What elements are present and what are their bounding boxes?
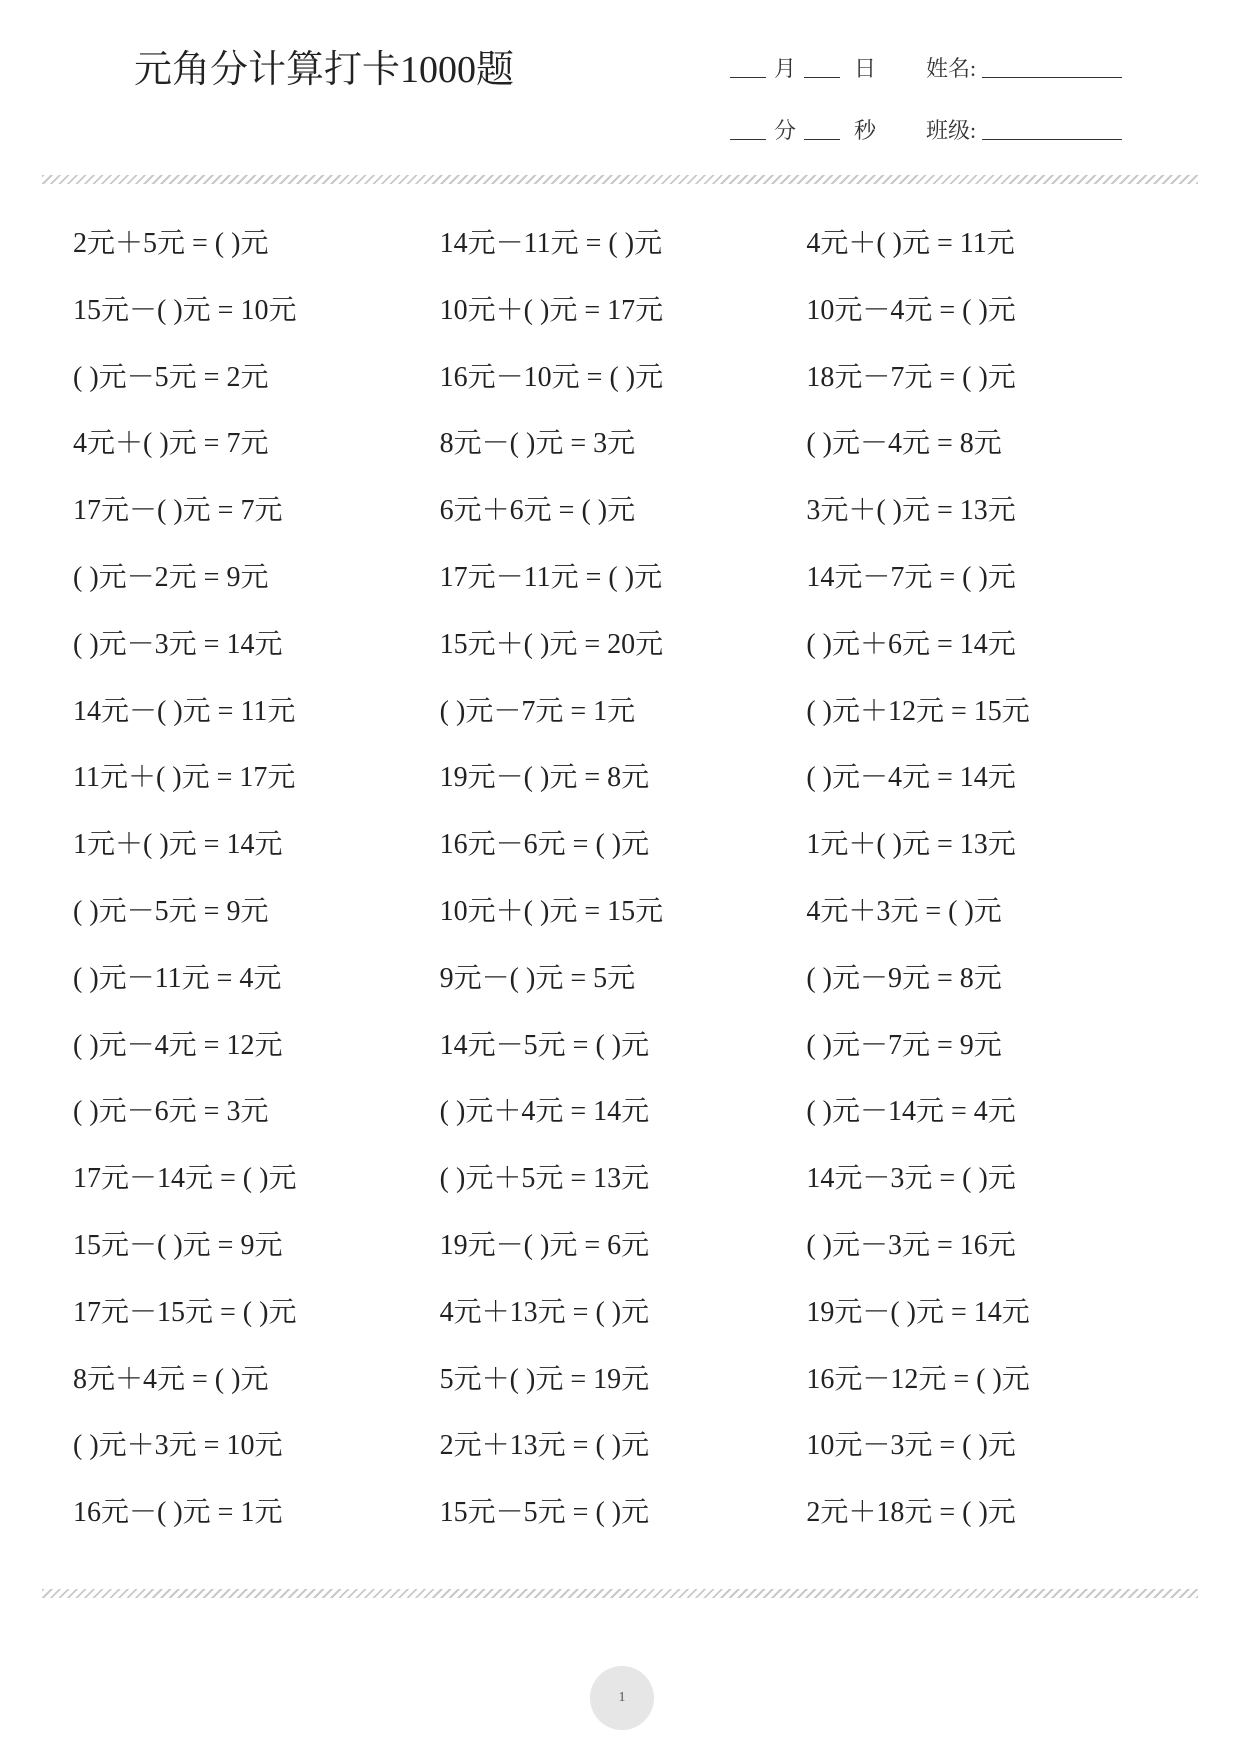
problem-row [73,831,1173,898]
time-field [730,114,876,145]
problem-item: 15元－( )元 = 9元 [73,1229,283,1261]
problem-item: 1元＋( )元 = 13元 [806,829,1016,861]
problem-row [73,1363,1173,1433]
problem-item: 10元－3元 = ( )元 [806,1430,1016,1462]
problem-item: ( )元－6元 = 3元 [73,1096,269,1128]
problem-row [73,294,1173,364]
problem-row [73,361,1173,431]
problem-item: 10元＋( )元 = 15元 [439,895,664,927]
name-blank[interactable] [982,57,1122,78]
problem-item: ( )元＋12元 = 15元 [806,695,1030,727]
name-label: 姓名: [926,56,977,81]
day-label: 日 [854,56,877,81]
problem-item: 17元－14元 = ( )元 [73,1163,297,1195]
problem-item: 1元＋( )元 = 14元 [73,829,283,861]
problem-item: 15元＋( )元 = 20元 [439,628,664,660]
problem-row [73,430,1173,497]
problem-item: 16元－6元 = ( )元 [439,829,650,861]
page-title: 元角分计算打卡1000题 [134,49,515,91]
problem-row [73,1296,1173,1366]
problem-item: 17元－11元 = ( )元 [439,561,663,593]
problem-item: 4元＋13元 = ( )元 [439,1296,650,1328]
problem-item: 8元－( )元 = 3元 [439,428,636,460]
date-field [730,52,876,83]
problem-item: ( )元－9元 = 8元 [806,962,1002,994]
problem-item: 8元＋4元 = ( )元 [73,1363,269,1395]
problem-item: 4元＋( )元 = 7元 [73,428,269,460]
problem-row [73,1499,1173,1566]
minute-label: 分 [774,118,797,143]
class-label: 班级: [926,118,977,143]
problem-row [73,764,1173,831]
problem-item: ( )元－3元 = 16元 [806,1229,1016,1261]
problem-item: 19元－( )元 = 6元 [439,1229,650,1261]
problem-item: 4元＋3元 = ( )元 [806,895,1002,927]
problem-row [73,628,1173,698]
problem-item: ( )元＋5元 = 13元 [439,1163,650,1195]
problem-row [73,561,1173,631]
problem-item: 10元－4元 = ( )元 [806,294,1016,326]
minute-blank[interactable] [730,119,766,140]
problem-item: 19元－( )元 = 14元 [806,1296,1030,1328]
second-label: 秒 [854,118,877,143]
problem-item: 4元＋( )元 = 11元 [806,228,1015,259]
problem-item: ( )元－5元 = 9元 [73,895,269,927]
problem-item: 16元－12元 = ( )元 [806,1363,1030,1395]
name-field [926,52,1122,83]
problem-item: 11元＋( )元 = 17元 [73,762,296,794]
problem-item: 17元－15元 = ( )元 [73,1296,297,1328]
problem-item: ( )元－2元 = 9元 [73,561,269,593]
problem-item: 14元－7元 = ( )元 [806,561,1016,593]
problem-item: ( )元＋4元 = 14元 [439,1096,650,1128]
problem-item: 15元－5元 = ( )元 [439,1497,650,1529]
problem-item: ( )元＋3元 = 10元 [73,1430,283,1462]
problem-item: 14元－( )元 = 11元 [73,695,296,727]
problem-item: 19元－( )元 = 8元 [439,762,650,794]
month-blank[interactable] [730,57,766,78]
top-divider [42,175,1198,184]
problem-row [73,230,1173,297]
problem-item: 14元－11元 = ( )元 [439,228,663,259]
problem-item: 5元＋( )元 = 19元 [439,1363,650,1395]
problem-row [73,1229,1173,1299]
day-blank[interactable] [804,57,840,78]
month-label: 月 [774,56,797,81]
problem-item: 15元－( )元 = 10元 [73,294,297,326]
problem-item: ( )元－4元 = 14元 [806,762,1016,794]
second-blank[interactable] [804,119,840,140]
problem-item: ( )元－3元 = 14元 [73,628,283,660]
problem-item: 17元－( )元 = 7元 [73,495,283,527]
problem-item: ( )元－11元 = 4元 [73,962,282,994]
problem-row [73,497,1173,564]
problem-row [73,895,1173,965]
problem-item: 18元－7元 = ( )元 [806,361,1016,393]
problem-item: 16元－10元 = ( )元 [439,361,664,393]
problem-grid [73,230,1173,1566]
bottom-divider [42,1589,1198,1598]
problem-row [73,1029,1173,1099]
problem-item: ( )元－7元 = 1元 [439,695,636,727]
problem-item: 16元－( )元 = 1元 [73,1497,283,1529]
problem-row [73,1165,1173,1232]
problem-item: 2元＋18元 = ( )元 [806,1497,1016,1529]
problem-item: ( )元－14元 = 4元 [806,1096,1016,1128]
problem-item: 14元－5元 = ( )元 [439,1029,650,1061]
problem-item: ( )元＋6元 = 14元 [806,628,1016,660]
problem-row [73,1098,1173,1165]
problem-item: 3元＋( )元 = 13元 [806,495,1016,527]
class-blank[interactable] [982,119,1122,140]
class-field [926,114,1122,145]
problem-item: ( )元－7元 = 9元 [806,1029,1002,1061]
problem-item: ( )元－4元 = 12元 [73,1029,283,1061]
problem-item: 10元＋( )元 = 17元 [439,294,664,326]
problem-item: ( )元－5元 = 2元 [73,361,269,393]
problem-item: ( )元－4元 = 8元 [806,428,1002,460]
problem-item: 6元＋6元 = ( )元 [439,495,636,527]
problem-row [73,1432,1173,1499]
problem-row [73,695,1173,765]
problem-item: 2元＋5元 = ( )元 [73,228,269,259]
page-number: 1 [590,1666,654,1730]
problem-item: 14元－3元 = ( )元 [806,1163,1016,1195]
problem-item: 2元＋13元 = ( )元 [439,1430,650,1462]
problem-item: 9元－( )元 = 5元 [439,962,636,994]
problem-row [73,962,1173,1032]
